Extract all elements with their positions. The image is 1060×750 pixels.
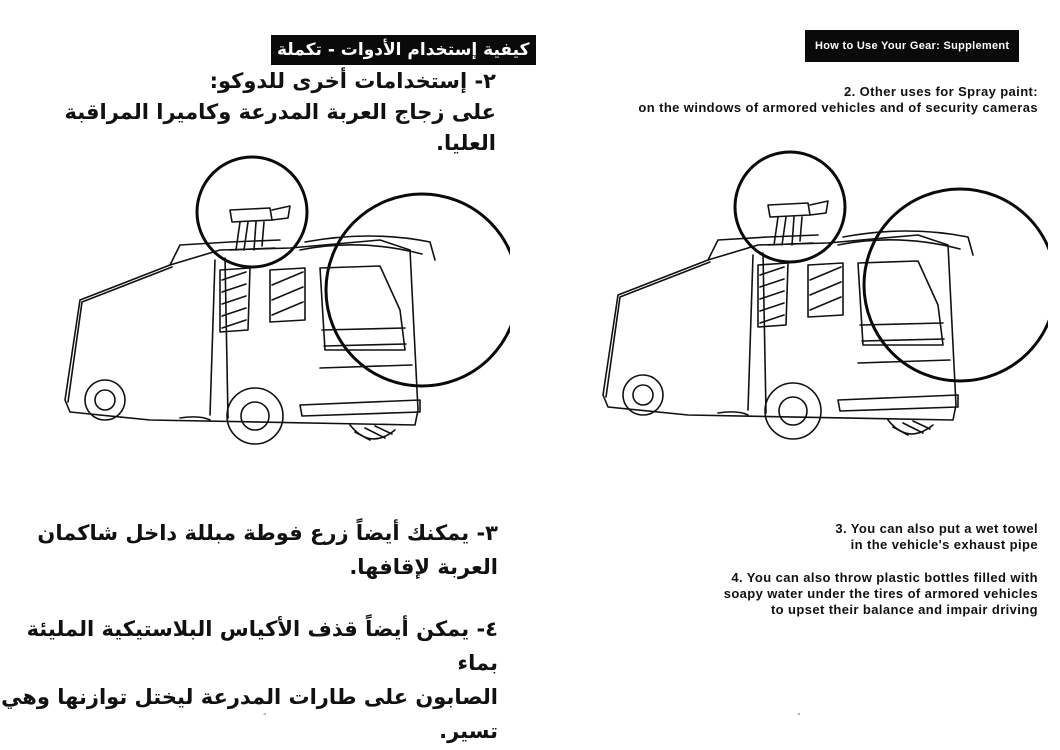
instruction-item-3: [28, 516, 498, 584]
page-mark: ": [263, 712, 267, 721]
instruction-line: 4. You can also throw plastic bottles filled with: [731, 570, 1038, 585]
heading-line: 2. Other uses for Spray paint:: [843, 84, 1038, 99]
english-page: [540, 0, 1060, 750]
instruction-line: العربة لإقافها.: [349, 555, 498, 579]
instruction-line: to upset their balance and impair driving: [770, 602, 1038, 617]
heading-line: on the windows of armored vehicles and of security cameras: [638, 100, 1038, 115]
instruction-item-3: [835, 521, 1038, 553]
heading-line: على زجاج العربة المدرعة وكاميرا المراقبة العليا.: [64, 100, 496, 155]
page-banner: كيفية إستخدام الأدوات - تكملة: [271, 35, 536, 65]
instruction-item-4: [724, 570, 1038, 618]
section-heading: [26, 66, 496, 159]
armored-vehicle-sketch: [50, 150, 510, 470]
page-banner: How to Use Your Gear: Supplement: [805, 30, 1019, 62]
instruction-item-4: [0, 612, 498, 748]
section-heading: [638, 84, 1038, 116]
instruction-line: الصابون على طارات المدرعة ليختل توازنها وهي: [1, 685, 498, 709]
page-mark: ": [797, 712, 801, 721]
instruction-line: 3. You can also put a wet towel: [835, 521, 1038, 536]
instruction-line: ٣- يمكنك أيضاً زرع فوطة مبللة داخل شاكمان: [37, 521, 498, 545]
heading-line: ٢- إستخدامات أخرى للدوكو:: [209, 69, 496, 93]
instruction-line: soapy water under the tires of armored vehicles: [723, 586, 1038, 601]
instruction-line: تسير.: [439, 719, 498, 743]
instruction-line: ٤- يمكن أيضاً قذف الأكياس البلاستيكية المليئة بماء: [26, 617, 498, 675]
instruction-line: in the vehicle's exhaust pipe: [850, 537, 1038, 552]
armored-vehicle-sketch: [588, 145, 1048, 465]
